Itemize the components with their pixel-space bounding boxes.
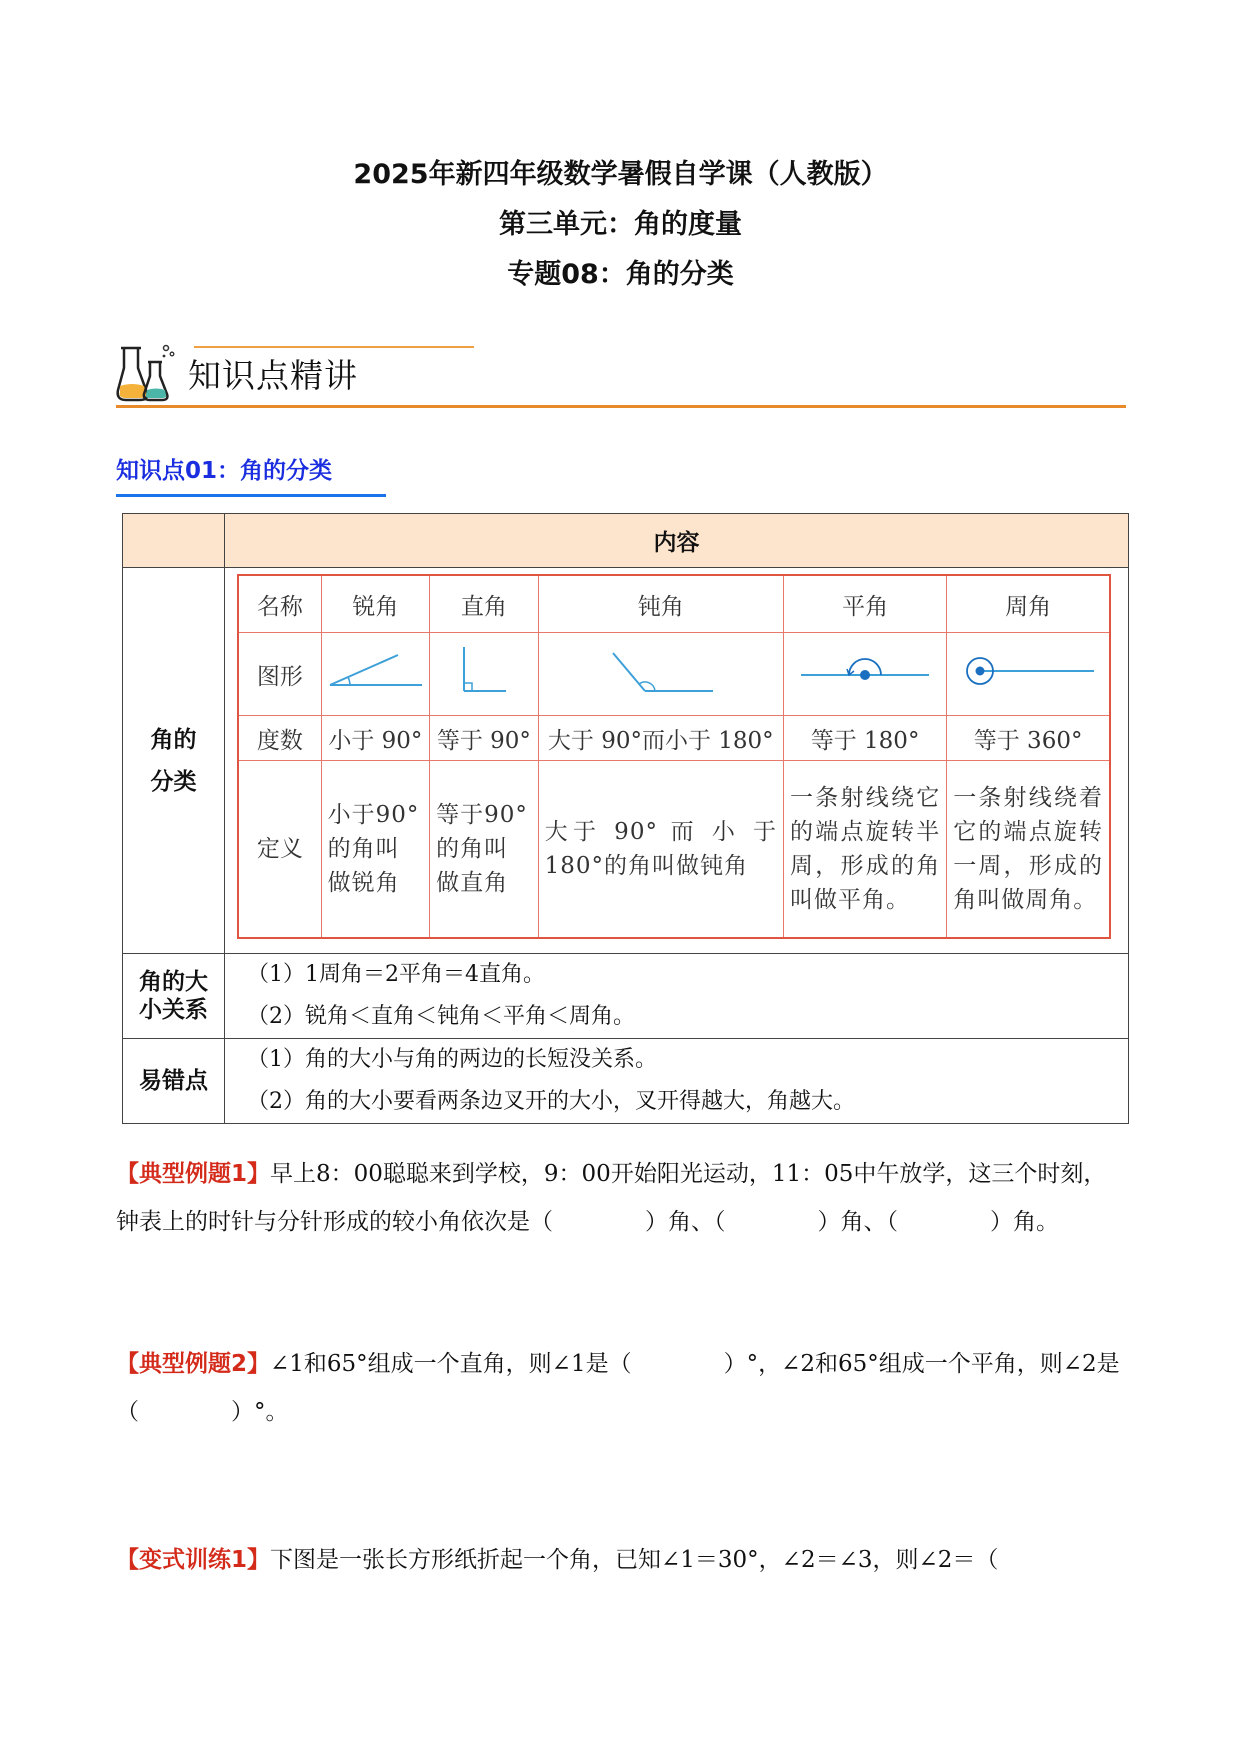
full-angle-figure	[947, 633, 1110, 716]
header-empty-cell	[123, 514, 225, 568]
example-1-tag: 【典型例题1】	[116, 1161, 271, 1187]
obtuse-angle-icon	[601, 641, 721, 701]
size-item-2: （2）锐角＜直角＜钝角＜平角＜周角。	[247, 1004, 635, 1029]
row-label-classification-text: 角的分类	[150, 726, 197, 795]
right-angle-figure	[430, 633, 538, 716]
acute-definition: 小于90°的角叫做锐角	[321, 761, 429, 939]
inner-row-figure	[238, 633, 1110, 716]
knowledge-table	[122, 513, 1129, 1124]
angle-classification-table	[237, 574, 1111, 939]
full-definition: 一条射线绕着它的端点旋转一周，形成的角叫做周角。	[947, 761, 1110, 939]
angle-name-acute: 锐角	[321, 575, 429, 633]
angle-name-straight: 平角	[783, 575, 946, 633]
header-content-cell: 内容	[225, 514, 1129, 568]
acute-degree: 小于 90°	[321, 716, 429, 761]
title-block	[0, 150, 1241, 300]
name-label: 名称	[238, 575, 321, 633]
knowledge-point-title: 知识点01：角的分类	[116, 458, 333, 484]
size-relation-cell	[225, 954, 1129, 1039]
right-degree: 等于 90°	[430, 716, 538, 761]
right-definition: 等于90°的角叫做直角	[430, 761, 538, 939]
classification-cell	[225, 568, 1129, 954]
chemistry-flask-icon	[116, 342, 178, 404]
example-1	[116, 1150, 1126, 1246]
practice-1-text: 下图是一张长方形纸折起一个角，已知∠1＝30°，∠2＝∠3，则∠2＝（	[270, 1547, 999, 1573]
course-title: 2025年新四年级数学暑假自学课（人教版）	[353, 159, 888, 190]
banner-underline	[116, 405, 1126, 408]
obtuse-definition: 大于 90° 而 小 于 180°的角叫做钝角	[538, 761, 783, 939]
full-degree: 等于 360°	[947, 716, 1110, 761]
angle-name-full: 周角	[947, 575, 1110, 633]
section-banner	[116, 336, 1126, 408]
right-angle-icon	[434, 641, 534, 701]
full-angle-icon	[958, 641, 1098, 701]
mistake-item-1: （1）角的大小与角的两边的长短没关系。	[247, 1047, 657, 1072]
obtuse-angle-figure	[538, 633, 783, 716]
straight-definition: 一条射线绕它的端点旋转半周，形成的角叫做平角。	[783, 761, 946, 939]
row-label-classification	[123, 568, 225, 954]
mistake-item-2: （2）角的大小要看两条边叉开的大小，叉开得越大，角越大。	[247, 1089, 855, 1114]
inner-row-degree	[238, 716, 1110, 761]
row-label-mistakes: 易错点	[123, 1039, 225, 1124]
straight-angle-figure	[783, 633, 946, 716]
inner-row-name	[238, 575, 1110, 633]
obtuse-degree: 大于 90°而小于 180°	[538, 716, 783, 761]
figure-label: 图形	[238, 633, 321, 716]
angle-name-right: 直角	[430, 575, 538, 633]
straight-angle-icon	[795, 641, 935, 701]
inner-row-definition	[238, 761, 1110, 939]
practice-1-tag: 【变式训练1】	[116, 1547, 271, 1573]
unit-title: 第三单元：角的度量	[499, 209, 742, 240]
mistakes-cell	[225, 1039, 1129, 1124]
row-label-size	[123, 954, 225, 1039]
topic-title: 专题08：角的分类	[507, 259, 734, 290]
acute-angle-icon	[326, 641, 426, 701]
acute-angle-figure	[321, 633, 429, 716]
angle-name-obtuse: 钝角	[538, 575, 783, 633]
practice-1	[116, 1536, 1126, 1584]
row-label-size-text: 角的大小关系	[139, 969, 208, 1023]
example-2-tag: 【典型例题2】	[116, 1351, 271, 1377]
straight-degree: 等于 180°	[783, 716, 946, 761]
banner-top-rule	[194, 346, 474, 348]
size-item-1: （1）1周角＝2平角＝4直角。	[247, 962, 545, 987]
example-1-text: 早上8：00聪聪来到学校，9：00开始阳光运动，11：05中午放学，这三个时刻，钟表上的时针与分针形成的较小角依次是（ ）角、（ ）角、（ ）角。	[116, 1161, 1107, 1235]
definition-label: 定义	[238, 761, 321, 939]
example-2	[116, 1340, 1126, 1436]
knowledge-point-underline	[116, 494, 386, 497]
degree-label: 度数	[238, 716, 321, 761]
banner-title: 知识点精讲	[188, 356, 358, 395]
example-2-text: ∠1和65°组成一个直角，则∠1是（ ）°，∠2和65°组成一个平角，则∠2是（ ）°。	[116, 1351, 1120, 1425]
